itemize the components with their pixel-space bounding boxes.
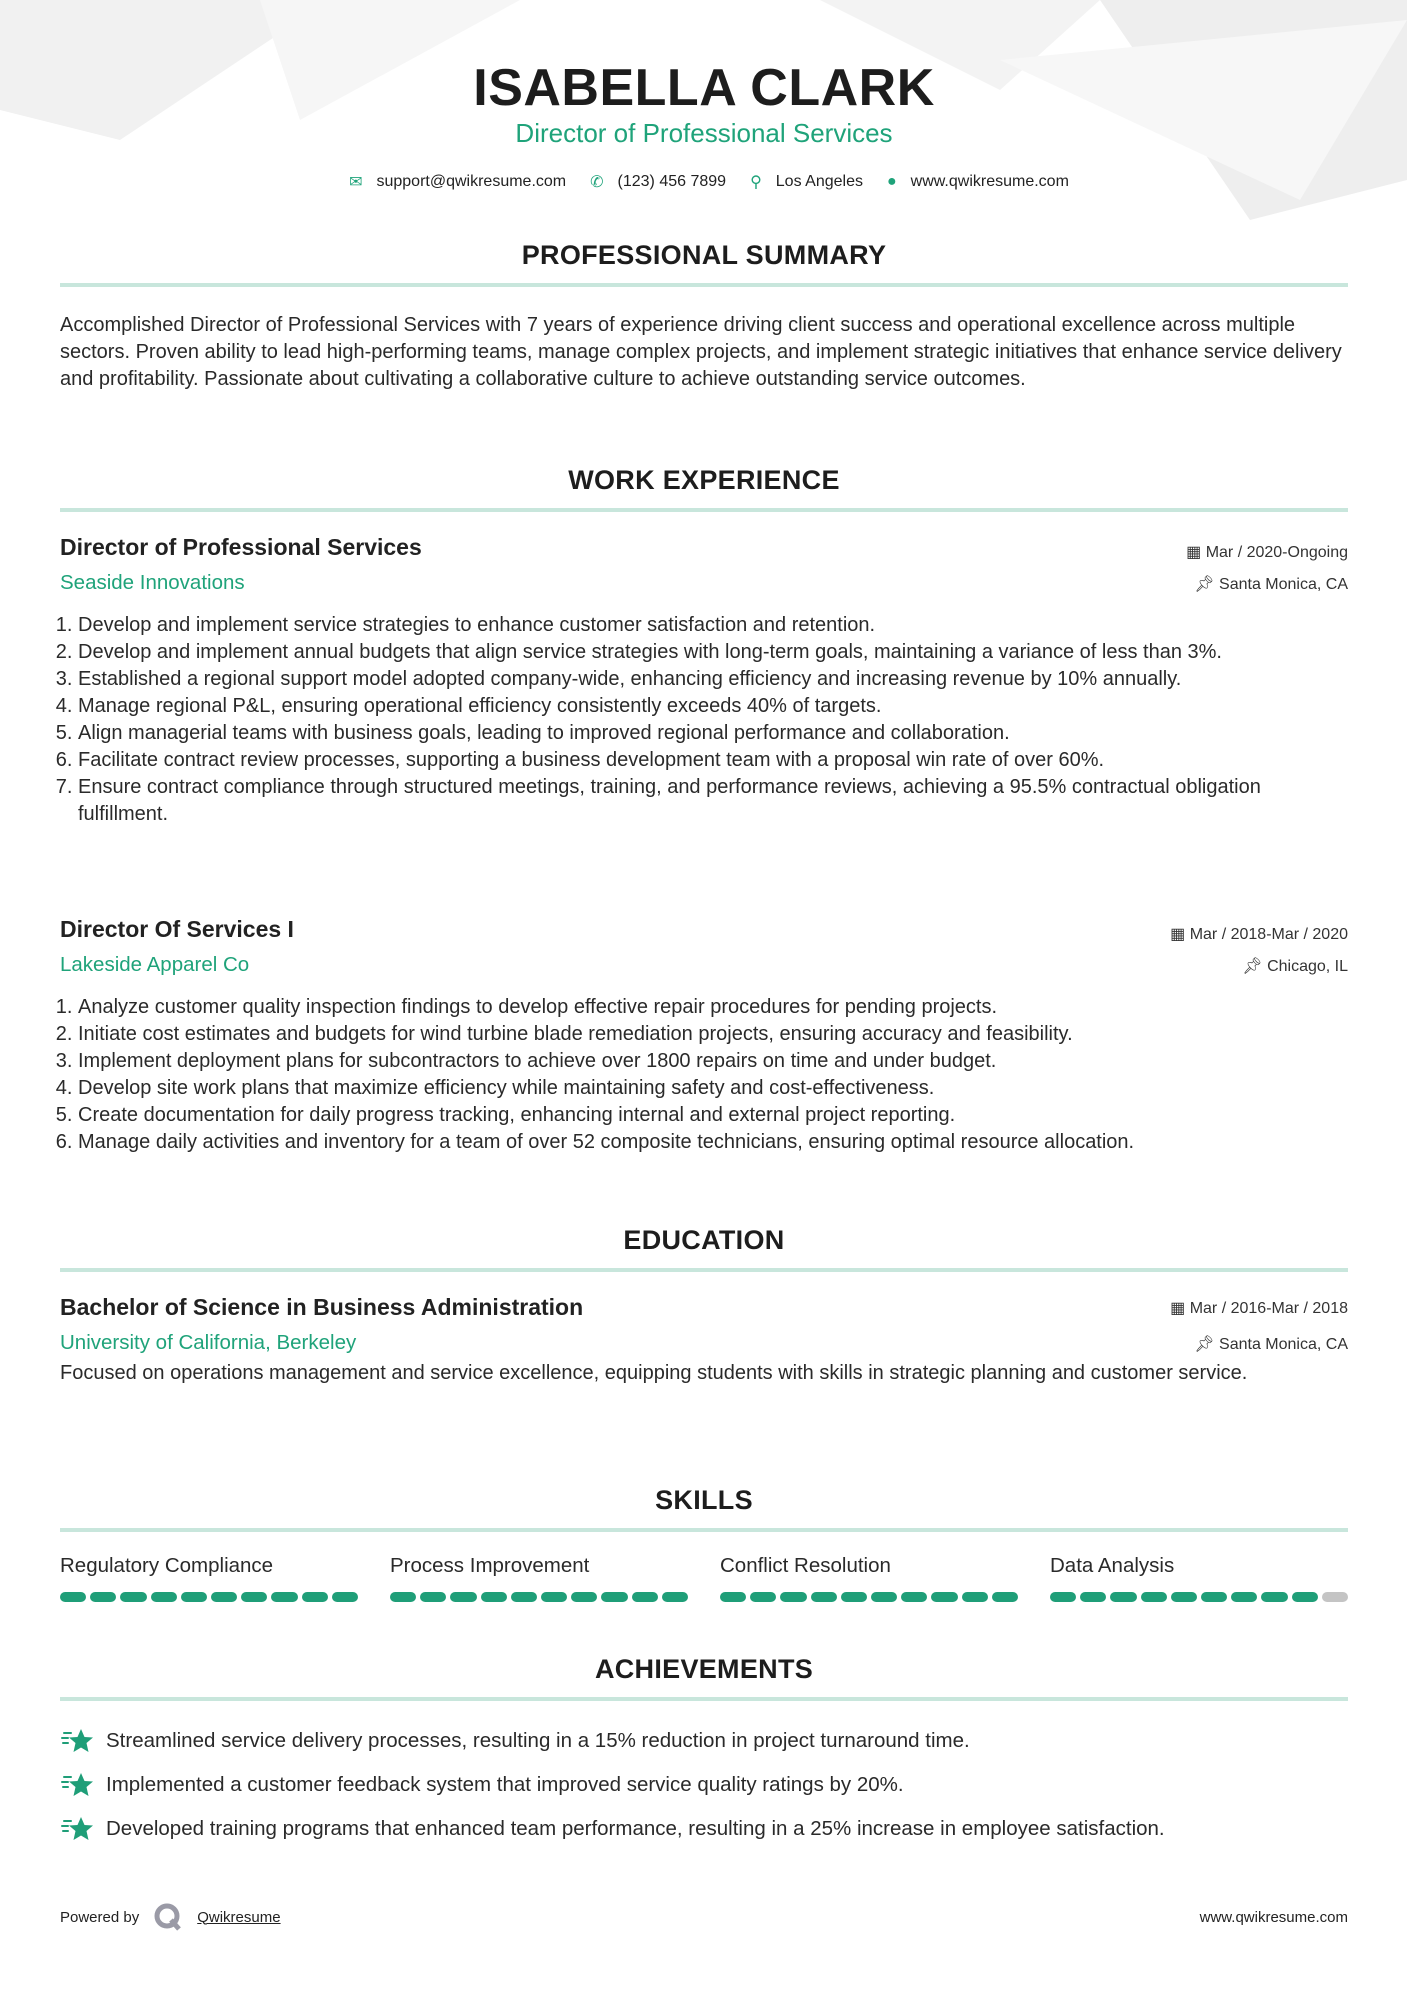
skill-level-segment bbox=[720, 1592, 746, 1602]
skill-name: Process Improvement bbox=[390, 1554, 590, 1577]
calendar-icon: ▦ bbox=[1186, 544, 1206, 561]
skill-item bbox=[390, 1554, 688, 1602]
skill-level-segment bbox=[962, 1592, 988, 1602]
skill-level-bar bbox=[720, 1592, 1018, 1602]
skill-level-segment bbox=[390, 1592, 416, 1602]
section-title: PROFESSIONAL SUMMARY bbox=[521, 240, 887, 270]
calendar-icon: ▦ bbox=[1170, 926, 1190, 943]
contact-bar bbox=[60, 172, 1348, 192]
skill-level-segment bbox=[662, 1592, 688, 1602]
powered-by-label: Powered by bbox=[60, 1908, 140, 1926]
footer-website[interactable]: www.qwikresume.com bbox=[1199, 1908, 1348, 1926]
qwikresume-logo-icon bbox=[153, 1902, 183, 1932]
skill-level-segment bbox=[571, 1592, 597, 1602]
skill-level-segment bbox=[931, 1592, 957, 1602]
list-item: 6. Manage daily activities and inventory for a team of over 52 composite technicians, ensuring optimal resource allocation. bbox=[78, 1129, 1348, 1156]
skill-level-segment bbox=[1231, 1592, 1257, 1602]
skill-level-segment bbox=[1110, 1592, 1136, 1602]
skill-level-segment bbox=[1171, 1592, 1197, 1602]
star-icon bbox=[60, 1727, 94, 1755]
skill-level-segment bbox=[1322, 1592, 1348, 1602]
skill-level-segment bbox=[1050, 1592, 1076, 1602]
list-item: 3. Established a regional support model adopted company-wide, enhancing efficiency and increasing revenue by 10% annually. bbox=[78, 666, 1348, 693]
skill-level-segment bbox=[841, 1592, 867, 1602]
skill-level-segment bbox=[1141, 1592, 1167, 1602]
job-dates: Mar / 2018-Mar / 2020 bbox=[1189, 926, 1348, 943]
education-description: Focused on operations management and service excellence, equipping students with skills in strategic planning and customer service. bbox=[60, 1362, 1248, 1384]
summary-text: Accomplished Director of Professional Services with 7 years of experience driving client success and operational excellence across multiple sectors. Proven ability to lead high-performing teams, manage complex projects, and implement strategic initiatives that enhance service delivery and profitability. Passionate about cultivating a collaborative culture to achieve outstanding service outcomes. bbox=[60, 314, 1342, 390]
footer bbox=[60, 1902, 1348, 1932]
skill-item bbox=[720, 1554, 1018, 1602]
skill-level-segment bbox=[241, 1592, 267, 1602]
skill-level-segment bbox=[271, 1592, 297, 1602]
globe-icon: ● bbox=[886, 173, 897, 190]
section-divider bbox=[60, 1528, 1348, 1532]
skill-level-segment bbox=[632, 1592, 658, 1602]
education-location: Santa Monica, CA bbox=[1219, 1336, 1348, 1353]
school-name: University of California, Berkeley bbox=[60, 1331, 357, 1354]
section-title: EDUCATION bbox=[623, 1225, 785, 1255]
contact-website[interactable]: www.qwikresume.com bbox=[910, 173, 1069, 190]
list-item: 4. Develop site work plans that maximize efficiency while maintaining safety and cost-effectiveness. bbox=[78, 1075, 1348, 1102]
list-item: 5. Create documentation for daily progress tracking, enhancing internal and external project reporting. bbox=[78, 1102, 1348, 1129]
education-section bbox=[60, 1225, 1348, 1387]
skill-level-segment bbox=[750, 1592, 776, 1602]
skill-name: Data Analysis bbox=[1050, 1554, 1175, 1577]
skill-level-segment bbox=[1261, 1592, 1287, 1602]
skill-item bbox=[1050, 1554, 1348, 1602]
job-location: Santa Monica, CA bbox=[1219, 576, 1348, 593]
skill-level-segment bbox=[420, 1592, 446, 1602]
skill-level-segment bbox=[481, 1592, 507, 1602]
envelope-icon: ✉ bbox=[349, 174, 363, 191]
skill-level-segment bbox=[332, 1592, 358, 1602]
section-divider bbox=[60, 283, 1348, 287]
list-item: 7. Ensure contract compliance through structured meetings, training, and performance reviews, achieving a 95.5% contractual obligation fulfillment. bbox=[78, 774, 1348, 828]
section-title: WORK EXPERIENCE bbox=[568, 465, 840, 495]
skill-level-segment bbox=[1080, 1592, 1106, 1602]
skill-level-segment bbox=[601, 1592, 627, 1602]
skill-name: Conflict Resolution bbox=[720, 1554, 891, 1577]
list-item: 2. Develop and implement annual budgets that align service strategies with long-term goals, maintaining a variance of less than 3%. bbox=[78, 639, 1348, 666]
list-item: 5. Align managerial teams with business goals, leading to improved regional performance and collaboration. bbox=[78, 720, 1348, 747]
skill-level-segment bbox=[901, 1592, 927, 1602]
achievement-text: Implemented a customer feedback system that improved service quality ratings by 20%. bbox=[106, 1773, 904, 1796]
skill-level-segment bbox=[511, 1592, 537, 1602]
skill-level-segment bbox=[1201, 1592, 1227, 1602]
list-item: 1. Develop and implement service strategies to enhance customer satisfaction and retention. bbox=[78, 612, 1348, 639]
achievement-item bbox=[60, 1719, 1348, 1763]
section-divider bbox=[60, 1697, 1348, 1701]
job-bullets bbox=[60, 994, 1348, 1156]
list-item: 2. Initiate cost estimates and budgets for wind turbine blade remediation projects, ensuring accuracy and feasibility. bbox=[78, 1021, 1348, 1048]
skill-level-segment bbox=[992, 1592, 1018, 1602]
skill-level-bar bbox=[1050, 1592, 1348, 1602]
summary-section bbox=[60, 240, 1348, 393]
section-divider bbox=[60, 1268, 1348, 1272]
calendar-icon: ▦ bbox=[1170, 1300, 1190, 1317]
star-icon bbox=[60, 1815, 94, 1843]
achievement-text: Streamlined service delivery processes, resulting in a 15% reduction in project turnaround time. bbox=[106, 1729, 970, 1752]
skill-level-segment bbox=[450, 1592, 476, 1602]
job-entry bbox=[60, 916, 1348, 1156]
skill-level-segment bbox=[90, 1592, 116, 1602]
pin-icon: 📌︎ bbox=[1242, 958, 1268, 975]
job-title: Director Of Services I bbox=[60, 916, 294, 942]
achievement-item bbox=[60, 1807, 1348, 1851]
candidate-title: Director of Professional Services bbox=[515, 118, 893, 148]
skill-level-segment bbox=[811, 1592, 837, 1602]
contact-phone: (123) 456 7899 bbox=[617, 173, 727, 190]
skill-level-bar bbox=[60, 1592, 358, 1602]
contact-email[interactable]: support@qwikresume.com bbox=[376, 173, 567, 190]
skill-level-segment bbox=[151, 1592, 177, 1602]
skill-name: Regulatory Compliance bbox=[60, 1554, 274, 1577]
candidate-name: ISABELLA CLARK bbox=[473, 59, 935, 117]
list-item: 6. Facilitate contract review processes, supporting a business development team with a proposal win rate of over 60%. bbox=[78, 747, 1348, 774]
pin-icon: 📌︎ bbox=[1194, 1336, 1220, 1353]
list-item: 1. Analyze customer quality inspection findings to develop effective repair procedures for pending projects. bbox=[78, 994, 1348, 1021]
skill-level-segment bbox=[60, 1592, 86, 1602]
job-entry bbox=[60, 534, 1348, 828]
skill-level-segment bbox=[211, 1592, 237, 1602]
skill-level-bar bbox=[390, 1592, 688, 1602]
phone-icon: ✆ bbox=[590, 174, 604, 191]
section-title: ACHIEVEMENTS bbox=[594, 1654, 814, 1684]
skill-level-segment bbox=[302, 1592, 328, 1602]
company-name: Seaside Innovations bbox=[60, 571, 245, 594]
skill-level-segment bbox=[1292, 1592, 1318, 1602]
section-title: SKILLS bbox=[655, 1485, 753, 1515]
skills-section bbox=[60, 1485, 1348, 1602]
job-bullets bbox=[60, 612, 1348, 828]
list-item: 4. Manage regional P&L, ensuring operational efficiency consistently exceeds 40% of targets. bbox=[78, 693, 1348, 720]
company-name: Lakeside Apparel Co bbox=[60, 953, 250, 976]
skill-level-segment bbox=[541, 1592, 567, 1602]
list-item: 3. Implement deployment plans for subcontractors to achieve over 1800 repairs on time and under budget. bbox=[78, 1048, 1348, 1075]
section-divider bbox=[60, 508, 1348, 512]
job-dates: Mar / 2020-Ongoing bbox=[1205, 544, 1348, 561]
job-location: Chicago, IL bbox=[1267, 958, 1348, 975]
degree-title: Bachelor of Science in Business Administration bbox=[60, 1294, 584, 1320]
job-title: Director of Professional Services bbox=[60, 534, 422, 560]
achievements-section bbox=[60, 1654, 1348, 1851]
star-icon bbox=[60, 1771, 94, 1799]
skill-level-segment bbox=[181, 1592, 207, 1602]
achievement-item bbox=[60, 1763, 1348, 1807]
map-pin-icon: ⚲ bbox=[750, 174, 762, 191]
education-dates: Mar / 2016-Mar / 2018 bbox=[1189, 1300, 1348, 1317]
skill-item bbox=[60, 1554, 358, 1602]
contact-location: Los Angeles bbox=[775, 173, 863, 190]
skill-level-segment bbox=[120, 1592, 146, 1602]
experience-section bbox=[60, 465, 1348, 512]
achievement-text: Developed training programs that enhanced team performance, resulting in a 25% increase in employee satisfaction. bbox=[106, 1817, 1165, 1840]
skill-level-segment bbox=[780, 1592, 806, 1602]
brand-link[interactable]: Qwikresume bbox=[197, 1908, 281, 1926]
pin-icon: 📌︎ bbox=[1194, 576, 1220, 593]
skill-level-segment bbox=[871, 1592, 897, 1602]
